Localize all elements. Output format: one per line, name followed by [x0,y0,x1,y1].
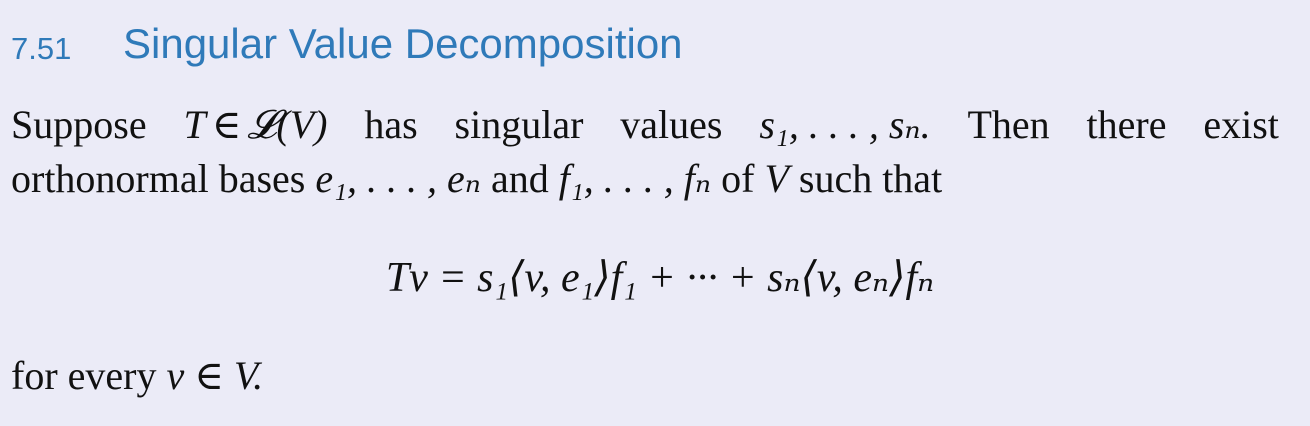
statement-line-1 [11,98,1279,152]
word-has: has [364,102,418,147]
display-equation: Tv = s₁⟨v, e₁⟩f₁ + ··· + sₙ⟨v, eₙ⟩fₙ [385,255,935,301]
expr-T-in-LV [183,98,327,152]
text-orthonormal-bases: orthonormal bases [11,156,306,201]
statement-line-2 [11,152,1279,206]
word-then: Then [967,102,1050,147]
text-of: of [721,156,755,201]
math-LV: 𝓛(V) [247,102,328,147]
word-values: values [620,102,723,147]
word-suppose: Suppose [11,102,147,147]
theorem-number: 7.51 [11,31,72,66]
math-e-basis: e₁, . . . , eₙ [315,156,481,201]
math-in-closing: ∈ [194,353,224,398]
math-T: T [183,102,206,147]
theorem-title: Singular Value Decomposition [123,20,683,67]
text-and: and [491,156,549,201]
math-in: ∈ [211,102,242,147]
word-exist: exist [1203,102,1279,147]
math-singular-values: s₁, . . . , sₙ. [759,102,931,147]
math-v: v [166,353,185,398]
math-V: V [764,156,789,201]
math-V-period: V. [233,353,264,398]
closing-line [11,349,1279,403]
word-there: there [1086,102,1167,147]
text-such-that: such that [798,156,943,201]
math-f-basis: f₁, . . . , fₙ [558,156,712,201]
text-for-every: for every [11,353,157,398]
word-singular: singular [454,102,584,147]
